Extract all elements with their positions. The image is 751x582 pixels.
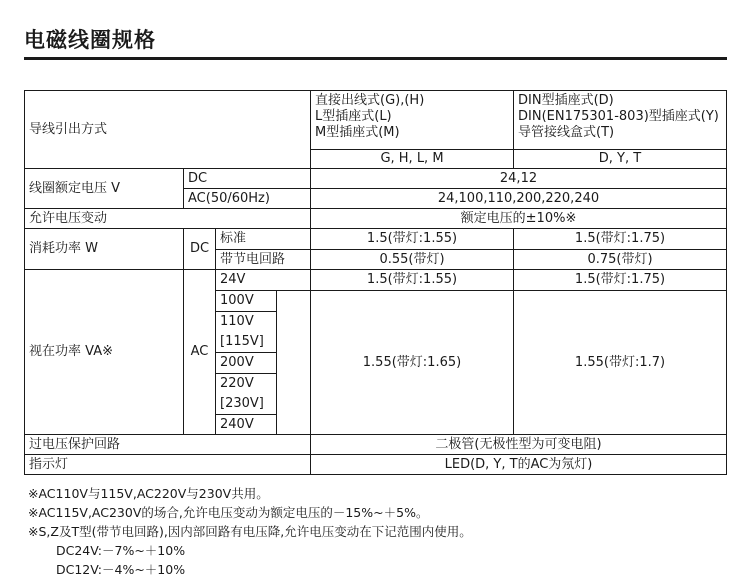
apparent-voltage-220v-230v: [215, 373, 277, 415]
footnote: ※AC110V与115V,AC220V与230V共用。: [28, 486, 269, 501]
lead-col2-desc: [513, 90, 727, 150]
power-standard-col2: 1.5(带灯:1.75): [513, 228, 727, 250]
indicator-value: LED(D, Y, T的AC为氖灯): [310, 454, 727, 475]
allowable-label: 允许电压变动: [24, 208, 311, 229]
rated-voltage-label: 线圈额定电压 V: [24, 168, 184, 209]
allowable-value: 额定电压的±10%※: [310, 208, 727, 229]
footnotes: [28, 484, 472, 579]
apparent-voltage-115v: [115V]: [220, 334, 264, 349]
lead-col2-line: DIN型插座式(D): [518, 93, 614, 108]
rated-voltage-dc-value: 24,12: [310, 168, 727, 189]
lead-col1-line: 直接出线式(G),(H): [315, 93, 425, 108]
apparent-ac-label: AC: [183, 269, 216, 435]
apparent-blank-cell: [276, 290, 311, 435]
power-dc-label: DC: [183, 228, 216, 270]
power-standard-label: 标准: [215, 228, 311, 250]
rated-voltage-ac-label: AC(50/60Hz): [183, 188, 311, 209]
lead-col1-codes: G, H, L, M: [310, 149, 514, 169]
rated-voltage-dc-label: DC: [183, 168, 311, 189]
footnote: ※AC115V,AC230V的场合,允许电压变动为额定电压的－15%~＋5%。: [28, 505, 429, 520]
apparent-24v-label: 24V: [215, 269, 311, 291]
apparent-voltage-100v: 100V: [215, 290, 277, 312]
footnote: ※S,Z及T型(带节电回路),因内部回路有电压降,允许电压变动在下记范围内使用。: [28, 524, 472, 539]
lead-col2-codes: D, Y, T: [513, 149, 727, 169]
lead-label: 导线引出方式: [24, 90, 311, 169]
apparent-label: 视在功率 VA※: [24, 269, 184, 435]
apparent-24v-col1: 1.5(带灯:1.55): [310, 269, 514, 291]
apparent-voltage-110v-115v: [215, 311, 277, 353]
apparent-voltage-200v: 200V: [215, 352, 277, 374]
surge-value: 二极管(无极性型为可变电阻): [310, 434, 727, 455]
power-label: 消耗功率 W: [24, 228, 184, 270]
apparent-ac-col2: 1.55(带灯:1.7): [513, 290, 727, 435]
lead-col2-line: 导管接线盒式(T): [518, 125, 615, 140]
indicator-label: 指示灯: [24, 454, 311, 475]
power-standard-col1: 1.5(带灯:1.55): [310, 228, 514, 250]
lead-col1-line: M型插座式(M): [315, 125, 400, 140]
power-saver-label: 带节电回路: [215, 249, 311, 270]
apparent-voltage-110v: 110V: [220, 314, 254, 329]
lead-col1-line: L型插座式(L): [315, 109, 392, 124]
apparent-voltage-240v: 240V: [215, 414, 277, 435]
footnote-range: DC12V:－4%~＋10%: [56, 562, 186, 577]
page-title: 电磁线圈规格: [24, 28, 156, 52]
rated-voltage-ac-value: 24,100,110,200,220,240: [310, 188, 727, 209]
power-saver-col1: 0.55(带灯): [310, 249, 514, 270]
lead-col2-line: DIN(EN175301-803)型插座式(Y): [518, 109, 719, 124]
lead-col1-desc: [310, 90, 514, 150]
apparent-voltage-230v: [230V]: [220, 396, 264, 411]
apparent-24v-col2: 1.5(带灯:1.75): [513, 269, 727, 291]
power-saver-col2: 0.75(带灯): [513, 249, 727, 270]
surge-label: 过电压保护回路: [24, 434, 311, 455]
apparent-voltage-220v: 220V: [220, 376, 254, 391]
footnote-range: DC24V:－7%~＋10%: [56, 543, 186, 558]
apparent-ac-col1: 1.55(带灯:1.65): [310, 290, 514, 435]
title-underline: [24, 57, 727, 60]
